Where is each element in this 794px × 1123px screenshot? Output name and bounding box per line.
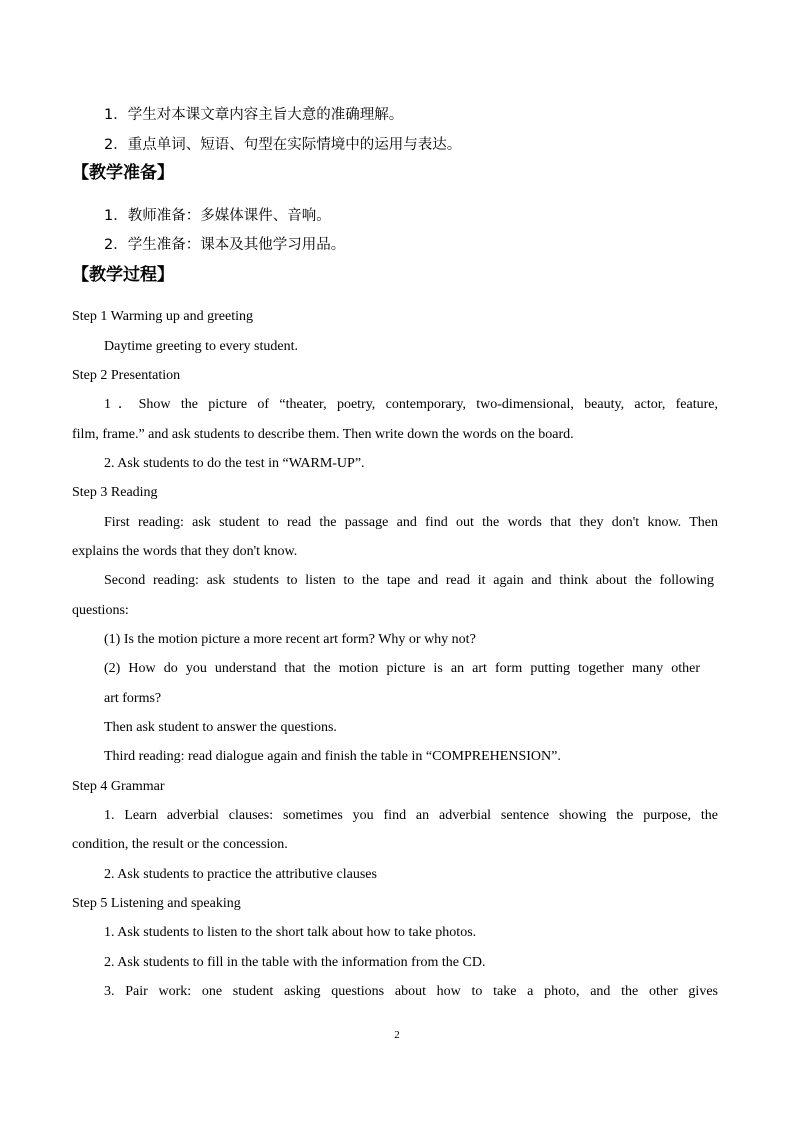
prep-item-2: 2．学生准备：课本及其他学习用品。 [104,237,346,253]
body-line: film, frame.” and ask students to describe them. Then write down the words on the board. [72,427,574,442]
step-title: Step 4 Grammar [72,779,165,794]
body-line: explains the words that they don't know. [72,544,298,559]
body-line: Then ask student to answer the questions. [104,720,337,735]
body-line: 2. Ask students to fill in the table with the information from the CD. [104,955,486,970]
body-line: 1. Ask students to listen to the short talk about how to take photos. [104,925,477,940]
step-title: Step 3 Reading [72,485,158,500]
objective-item-1: 1．学生对本课文章内容主旨大意的准确理解。 [104,107,404,123]
body-line: 3. Pair work: one student asking questions about how to take a photo, and the other gives [104,984,718,999]
prep-item-1: 1．教师准备：多媒体课件、音响。 [104,208,331,224]
body-line: Third reading: read dialogue again and finish the table in “COMPREHENSION”. [104,749,561,764]
step-title: Step 1 Warming up and greeting [72,309,253,324]
section-heading-process: 【教学过程】 [72,265,174,285]
question-item-continued: art forms? [104,691,162,706]
section-heading-preparation: 【教学准备】 [72,163,174,183]
step-title: Step 5 Listening and speaking [72,896,241,911]
step-title: Step 2 Presentation [72,368,181,383]
body-line: condition, the result or the concession. [72,837,288,852]
body-line: 1. Learn adverbial clauses: sometimes you find an adverbial sentence showing the purpose, the [104,808,718,823]
body-line: questions: [72,603,129,618]
body-line: Second reading: ask students to listen to the tape and read it again and think about the following [104,573,714,588]
body-line: 2. Ask students to practice the attributive clauses [104,867,377,882]
objective-item-2: 2．重点单词、短语、句型在实际情境中的运用与表达。 [104,137,462,153]
body-line: Daytime greeting to every student. [104,339,298,354]
body-line: 2. Ask students to do the test in “WARM-UP”. [104,456,365,471]
body-line: First reading: ask student to read the passage and find out the words that they don't know. Then [104,515,718,530]
page-number: 2 [394,1029,400,1041]
question-item: (2) How do you understand that the motion picture is an art form putting together many other [104,661,700,676]
question-item: (1) Is the motion picture a more recent art form? Why or why not? [104,632,476,647]
body-line: 1．Show the picture of “theater, poetry, contemporary, two-dimensional, beauty, actor, feature, [104,397,718,412]
